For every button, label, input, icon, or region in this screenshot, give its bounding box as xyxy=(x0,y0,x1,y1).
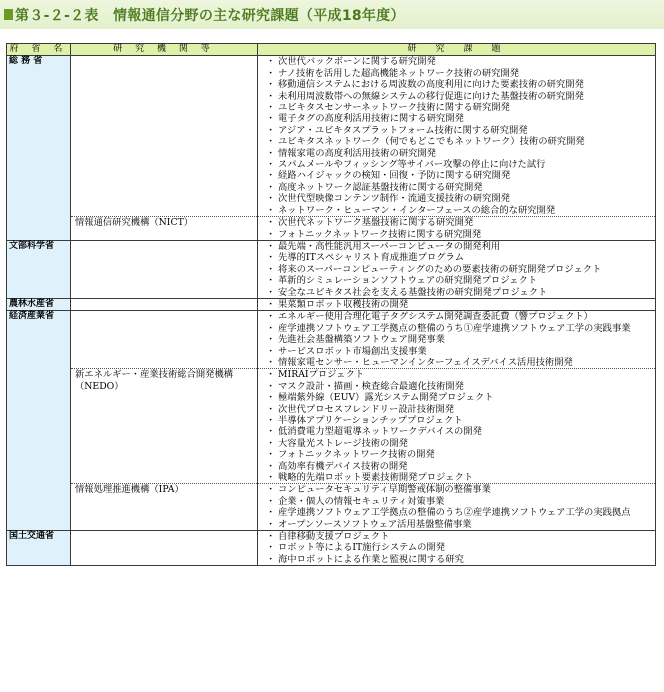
topic-item: ・ 先導的ITスペシャリスト育成推進プログラム xyxy=(270,252,653,263)
topic-item: ・ 高効率有機デバイス技術の開発 xyxy=(270,461,653,472)
topics-cell xyxy=(258,484,656,531)
topic-item: ・ 低消費電力型超電導ネットワークデバイスの開発 xyxy=(270,426,653,437)
topic-item: ・ 半導体アプリケーションチッププロジェクト xyxy=(270,415,653,426)
topic-item: ・ ネットワーク・ヒューマン・インターフェースの総合的な研究開発 xyxy=(270,205,653,216)
table-row xyxy=(7,240,656,298)
agency-cell xyxy=(71,298,258,310)
table-title: 第３-２-２表 情報通信分野の主な研究課題（平成18年度） xyxy=(15,8,405,24)
agency-cell xyxy=(71,240,258,298)
topic-item: ・ オープンソースソフトウェア活用基盤整備事業 xyxy=(270,519,653,530)
agency-cell-nict: 情報通信研究機構（NICT） xyxy=(71,217,258,241)
topics-cell xyxy=(258,531,656,566)
ministry-cell-mlit: 国土交通省 xyxy=(7,531,71,566)
topic-item: ・ 企業・個人の情報セキュリティ対策事業 xyxy=(270,496,653,507)
topic-item: ・ フォトニックネットワーク技術に関する研究開発 xyxy=(270,229,653,240)
topics-cell xyxy=(258,369,656,484)
topics-cell xyxy=(258,240,656,298)
table-row xyxy=(7,484,656,531)
header-agency: 研 究 機 関 等 xyxy=(71,44,258,56)
topics-cell xyxy=(258,56,656,217)
topic-item: ・ エネルギー使用合理化電子タグシステム開発調査委託費（響プロジェクト） xyxy=(270,311,653,322)
table-row xyxy=(7,217,656,241)
header-ministry: 府 省 名 xyxy=(7,44,71,56)
topic-item: ・ 先進社会基盤構築ソフトウェア開発事業 xyxy=(270,334,653,345)
title-marker-icon xyxy=(4,9,13,20)
topic-item: ・ コンピュータセキュリティ早期警戒体制の整備事業 xyxy=(270,484,653,495)
header-topics: 研 究 課 題 xyxy=(258,44,656,56)
topic-item: ・ 産学連携ソフトウェア工学拠点の整備のうち②産学連携ソフトウェア工学の実践拠点 xyxy=(270,507,653,518)
topic-item: ・ ユビキタスネットワーク（何でもどこでもネットワーク）技術の研究開発 xyxy=(270,136,653,147)
topic-item: ・ 自律移動支援プロジェクト xyxy=(270,531,653,542)
title-bar xyxy=(0,0,664,29)
topic-item: ・ MIRAIプロジェクト xyxy=(270,369,653,380)
ministry-cell-maff: 農林水産省 xyxy=(7,298,71,310)
ministry-cell-mext: 文部科学省 xyxy=(7,240,71,298)
table-row xyxy=(7,56,656,217)
topic-item: ・ 果菜類ロボット収穫技術の開発 xyxy=(270,299,653,310)
topic-item: ・ マスク設計・描画・検査総合最適化技術開発 xyxy=(270,381,653,392)
agency-cell xyxy=(71,56,258,217)
topic-item: ・ 情報家電の高度利活用技術の研究開発 xyxy=(270,148,653,159)
ministry-cell-mic: 総 務 省 xyxy=(7,56,71,241)
topic-item: ・ フォトニックネットワーク技術の開発 xyxy=(270,449,653,460)
research-topics-table xyxy=(6,43,656,566)
topic-item: ・ スパムメールやフィッシング等サイバー攻撃の停止に向けた試行 xyxy=(270,159,653,170)
topic-item: ・ 経路ハイジャックの検知・回復・予防に関する研究開発 xyxy=(270,170,653,181)
topic-item: ・ 将来のスーパーコンピューティングのための要素技術の研究開発プロジェクト xyxy=(270,264,653,275)
agency-cell-ipa: 情報処理推進機構（IPA） xyxy=(71,484,258,531)
topic-item: ・ 大容量光ストレージ技術の開発 xyxy=(270,438,653,449)
ministry-cell-meti: 経済産業省 xyxy=(7,311,71,531)
topic-item: ・ 極端紫外線（EUV）露光システム開発プロジェクト xyxy=(270,392,653,403)
topic-item: ・ 安全なユビキタス社会を支える基盤技術の研究開発プロジェクト xyxy=(270,287,653,298)
topic-item: ・ ロボット等によるIT施行システムの開発 xyxy=(270,542,653,553)
table-row xyxy=(7,369,656,484)
topic-item: ・ サービスロボット市場創出支援事業 xyxy=(270,346,653,357)
topic-item: ・ 次世代型映像コンテンツ制作・流通支援技術の研究開発 xyxy=(270,193,653,204)
topic-item: ・ 次世代プロセスフレンドリー設計技術開発 xyxy=(270,404,653,415)
topic-item: ・ ナノ技術を活用した超高機能ネットワーク技術の研究開発 xyxy=(270,68,653,79)
topics-cell xyxy=(258,311,656,369)
table-header-row xyxy=(7,44,656,56)
topic-item: ・ 電子タグの高度利活用技術に関する研究開発 xyxy=(270,113,653,124)
agency-cell-nedo: 新エネルギー・産業技術総合開発機構（NEDO） xyxy=(71,369,258,484)
topic-item: ・ 戦略的先端ロボット要素技術開発プロジェクト xyxy=(270,472,653,483)
agency-cell xyxy=(71,531,258,566)
agency-cell xyxy=(71,311,258,369)
topic-item: ・ アジア・ユビキタスプラットフォーム技術に関する研究開発 xyxy=(270,125,653,136)
topic-item: ・ 産学連携ソフトウェア工学拠点の整備のうち①産学連携ソフトウェア工学の実践事業 xyxy=(270,323,653,334)
table-row xyxy=(7,531,656,566)
table-row xyxy=(7,311,656,369)
topic-item: ・ 最先端・高性能汎用スーパーコンピュータの開発利用 xyxy=(270,241,653,252)
topic-item: ・ 情報家電センサー・ヒューマンインターフェイスデバイス活用技術開発 xyxy=(270,357,653,368)
topics-cell xyxy=(258,298,656,310)
topic-item: ・ ユビキタスセンサーネットワーク技術に関する研究開発 xyxy=(270,102,653,113)
topic-item: ・ 移動通信システムにおける周波数の高度利用に向けた要素技術の研究開発 xyxy=(270,79,653,90)
topics-cell xyxy=(258,217,656,241)
topic-item: ・ 高度ネットワーク認証基盤技術に関する研究開発 xyxy=(270,182,653,193)
topic-item: ・ 未利用周波数帯への無線システムの移行促進に向けた基盤技術の研究開発 xyxy=(270,91,653,102)
topic-item: ・ 革新的シミュレーションソフトウェアの研究開発プロジェクト xyxy=(270,275,653,286)
topic-item: ・ 海中ロボットによる作業と監視に関する研究 xyxy=(270,554,653,565)
topic-item: ・ 次世代バックボーンに関する研究開発 xyxy=(270,56,653,67)
table-row xyxy=(7,298,656,310)
topic-item: ・ 次世代ネットワーク基盤技術に関する研究開発 xyxy=(270,217,653,228)
